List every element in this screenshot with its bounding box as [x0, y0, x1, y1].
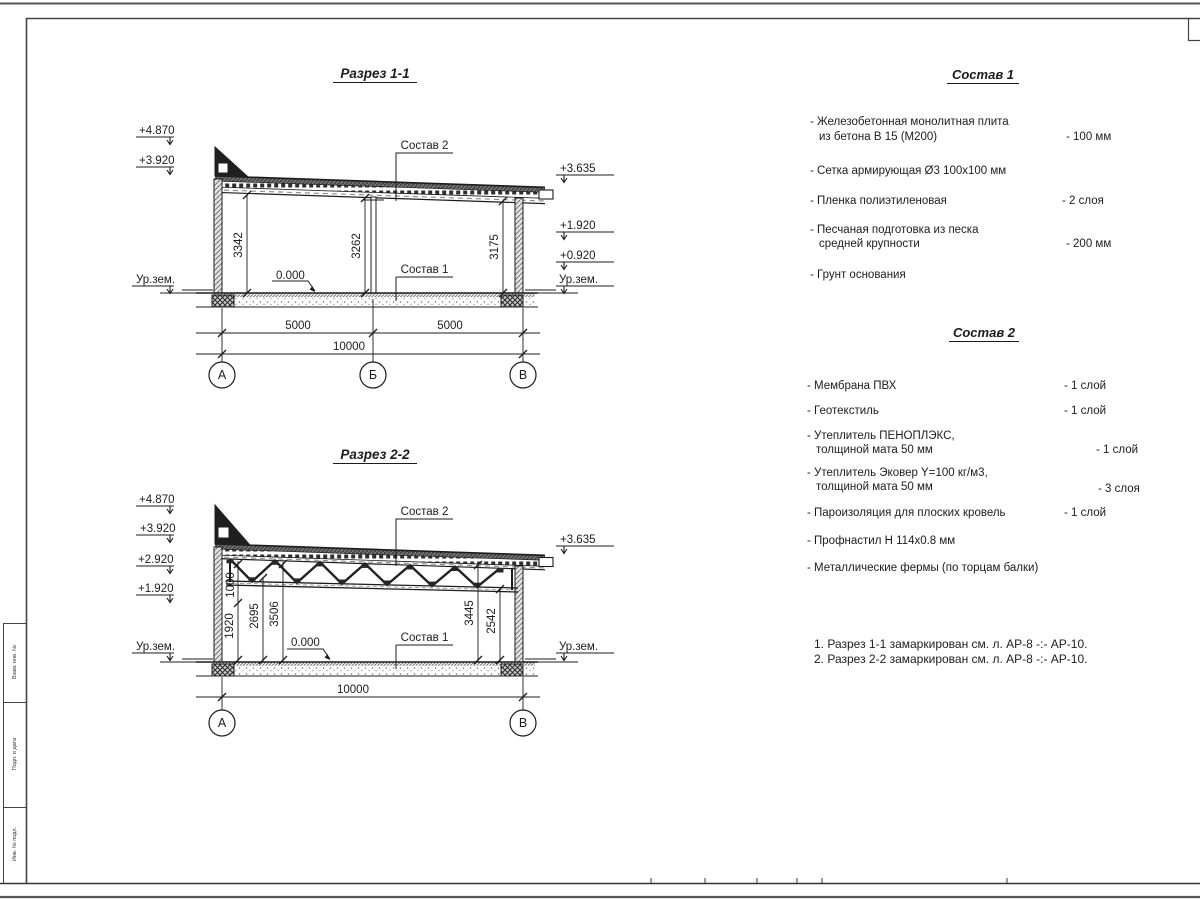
ground-level-label: Ур.зем. [559, 274, 599, 286]
dimension-label: 1000 [225, 572, 237, 598]
ground-level-label: Ур.зем. [136, 274, 176, 286]
axis-label: Б [368, 368, 378, 382]
spec2-title: Состав 2 [949, 325, 1019, 342]
dimension-label: 10000 [333, 341, 365, 353]
spec-item-value: - 1 слой [1064, 507, 1107, 519]
dimension-label: 10000 [337, 684, 369, 696]
elevation-label: +2.920 [138, 554, 174, 566]
dimension-label: 2695 [249, 603, 261, 629]
spec-item-value: - 3 слоя [1098, 483, 1140, 495]
spec-item: - Пароизоляция для плоских кровель [807, 507, 1006, 519]
elevation-label: +4.870 [139, 494, 175, 506]
spec-item: - Пленка полиэтиленовая [810, 195, 947, 207]
note-line: 1. Разрез 1-1 замаркирован см. л. АР-8 -:- АР-10. [814, 637, 1088, 651]
dimension-label: 3445 [464, 600, 476, 626]
spec-item-value: - 100 мм [1066, 131, 1112, 143]
elevation-label: +1.920 [560, 220, 596, 232]
spec-item-value: - 1 слой [1064, 380, 1107, 392]
dimension-label: 2542 [486, 608, 498, 634]
stamp-strip-label: Подп. и дата [12, 737, 18, 771]
elevation-label: +4.870 [139, 125, 175, 137]
sheet-frame [0, 4, 1200, 898]
dimension-label: 3506 [269, 601, 281, 627]
spec-item: - Утеплитель Эковер Y=100 кг/м3, [807, 467, 988, 479]
spec-item: из бетона В 15 (М200) [819, 131, 938, 143]
elevation-label: +0.920 [560, 250, 596, 262]
axis-label: В [518, 716, 528, 730]
section2-linework [132, 505, 614, 736]
spec-item: - Мембрана ПВХ [807, 380, 897, 392]
spec-item: - Утеплитель ПЕНОПЛЭКС, [807, 430, 955, 442]
spec-item: толщиной мата 50 мм [816, 481, 933, 493]
spec-item-value: - 2 слоя [1062, 195, 1104, 207]
stamp-strip-label: Взам. инв. № [12, 644, 18, 680]
section2-title: Разрез 2-2 [333, 447, 417, 464]
spec1-title: Состав 1 [947, 67, 1019, 84]
dimension-label: 5000 [285, 320, 311, 332]
axis-label: В [518, 368, 528, 382]
axis-label: А [217, 716, 227, 730]
stamp-strip-label: Инв. № подл. [12, 826, 18, 862]
dimension-label: 1920 [224, 613, 236, 639]
section1-linework [132, 137, 614, 388]
spec-item: - Профнастил Н 114х0.8 мм [807, 535, 956, 547]
dimension-label: 3342 [233, 232, 245, 258]
elevation-label: +3.635 [560, 163, 596, 175]
roof-callout-label: Состав 2 [400, 506, 449, 518]
roof-callout-label: Состав 2 [400, 140, 449, 152]
spec-item: средней крупности [819, 238, 920, 250]
spec-item: - Железобетонная монолитная плита [810, 116, 1009, 128]
spec-item: - Сетка армирующая Ø3 100х100 мм [810, 165, 1007, 177]
zero-level-label: 0.000 [291, 637, 320, 649]
dimension-label: 3175 [489, 234, 501, 260]
spec-item: - Металлические фермы (по торцам балки) [807, 562, 1039, 574]
ground-level-label: Ур.зем. [136, 641, 176, 653]
spec-item: - Песчаная подготовка из песка [810, 224, 979, 236]
spec-item: толщиной мата 50 мм [816, 444, 933, 456]
floor-callout-label: Состав 1 [400, 632, 449, 644]
elevation-label: +3.920 [139, 155, 175, 167]
spec-item: - Геотекстиль [807, 405, 879, 417]
spec-item: - Грунт основания [810, 269, 906, 281]
section1-title: Разрез 1-1 [333, 66, 417, 83]
elevation-label: +3.920 [140, 523, 176, 535]
spec-item-value: - 1 слой [1064, 405, 1107, 417]
spec-item-value: - 200 мм [1066, 238, 1112, 250]
zero-level-label: 0.000 [276, 270, 305, 282]
dimension-label: 5000 [437, 320, 463, 332]
ground-level-label: Ур.зем. [559, 641, 599, 653]
axis-label: А [217, 368, 227, 382]
elevation-label: +1.920 [138, 583, 174, 595]
note-line: 2. Разрез 2-2 замаркирован см. л. АР-8 -:- АР-10. [814, 652, 1088, 666]
spec-item-value: - 1 слой [1096, 444, 1139, 456]
dimension-label: 3262 [351, 233, 363, 259]
elevation-label: +3.635 [560, 534, 596, 546]
floor-callout-label: Состав 1 [400, 264, 449, 276]
